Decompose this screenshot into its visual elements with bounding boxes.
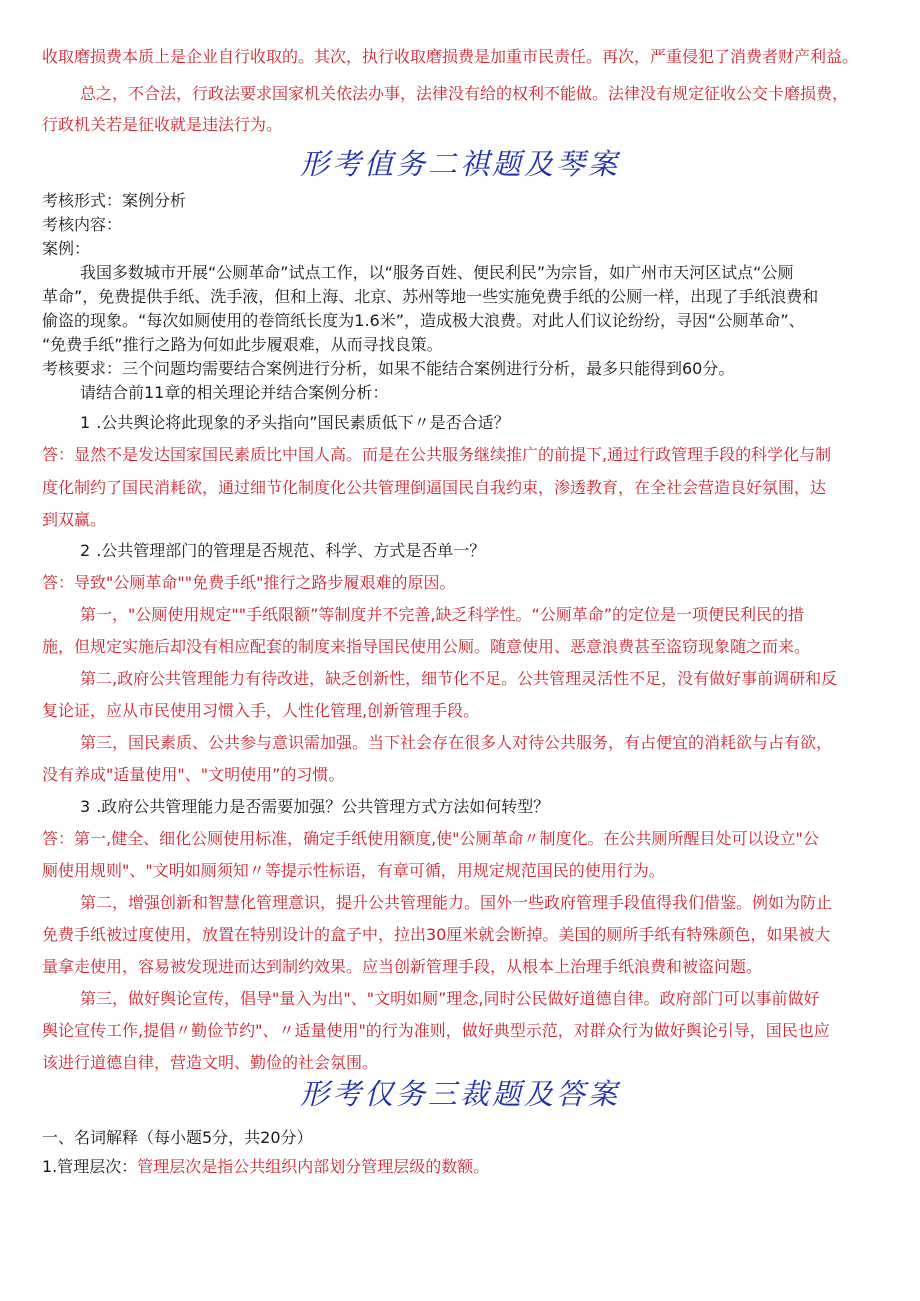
top-paragraph-line-2: 总之，不合法，行政法要求国家机关依法办事，法律没有给的权利不能做。法律没有规定征收公交卡磨损费， bbox=[80, 84, 849, 103]
question-1-text: .公共舆论将此现象的矛头指向”国民素质低下〃是否合适？ bbox=[96, 413, 510, 432]
question-2-number: 2 bbox=[80, 541, 97, 560]
answer-3-line-6: 第三，做好舆论宣传，倡导"量入为出"、"文明如厕”理念,同时公民做好道德自律。政府部门可以事前做好 bbox=[80, 989, 820, 1008]
question-3-number: 3 bbox=[80, 797, 97, 816]
answer-3-line-7: 舆论宣传工作,提倡〃勤俭节约"、〃适量使用"的行为准则，做好典型示范，对群众行为做好舆论引导，国民也应 bbox=[42, 1021, 830, 1040]
assessment-form: 考核形式：案例分析 bbox=[42, 191, 187, 210]
answer-2-line-1: 答：导致"公厕革命""免费手纸"推行之路步履艰难的原因。 bbox=[42, 573, 456, 592]
question-3 bbox=[80, 796, 880, 818]
answer-1-line-2: 度化制约了国民消耗欲，通过细节化制度化公共管理倒逼国民自我约束，渗透教育，在全社会营造良好氛围，达 bbox=[42, 478, 827, 497]
question-2 bbox=[80, 540, 880, 562]
task2-title: 形考值务二祺题及琴案 bbox=[299, 147, 620, 181]
answer-2-line-7: 没有养成"适量使用"、"文明使用”的习惯。 bbox=[42, 765, 345, 784]
question-1 bbox=[80, 412, 880, 434]
question-3-text: .政府公共管理能力是否需要加强？公共管理方式方法如何转型？ bbox=[96, 797, 550, 816]
question-1-number: 1 bbox=[80, 413, 97, 432]
answer-1-line-3: 到双赢。 bbox=[42, 510, 107, 529]
task3-title: 形考仅务三裁题及答案 bbox=[299, 1077, 620, 1111]
assessment-requirement: 考核要求：三个问题均需要结合案例进行分析，如果不能结合案例进行分析，最多只能得到60分。 bbox=[42, 359, 735, 378]
answer-2-line-2: 第一，"公厕使用规定""手纸限额”等制度并不完善,缺乏科学性。“公厕革命”的定位是一项便民利民的措 bbox=[80, 605, 805, 624]
assessment-content: 考核内容： bbox=[42, 215, 123, 234]
top-paragraph-line-1: 收取磨损费本质上是企业自行收取的。其次，执行收取磨损费是加重市民责任。再次，严重侵犯了消费者财产利益。 bbox=[42, 47, 859, 66]
case-line-2: 革命”，免费提供手纸、洗手液，但和上海、北京、苏州等地一些实施免费手纸的公厕一样，出现了手纸浪费和 bbox=[42, 287, 819, 306]
answer-3-line-1: 答：第一,健全、细化公厕使用标准，确定手纸使用额度,使"公厕革命〃制度化。在公共厕所醒目处可以设立"公 bbox=[42, 829, 819, 848]
answer-3-line-5: 量拿走使用，容易被发现进而达到制约效果。应当创新管理手段，从根本上治理手纸浪费和被盗问题。 bbox=[42, 957, 763, 976]
answer-3-line-4: 免费手纸被过度使用，放置在特别设计的盒子中，拉出30厘米就会断掉。美国的厕所手纸有特殊颜色，如果被大 bbox=[42, 925, 831, 944]
case-line-4: “免费手纸”推行之路为何如此步履艰难，从而寻找良策。 bbox=[42, 335, 443, 354]
answer-3-line-8: 该进行道德自律，营造文明、勤俭的社会氛围。 bbox=[42, 1053, 379, 1072]
answer-2-line-5: 复论证，应从市民使用习惯入手，人性化管理,创新管理手段。 bbox=[42, 701, 480, 720]
answer-2-line-3: 施，但规定实施后却没有相应配套的制度来指导国民使用公厕。随意使用、恶意浪费甚至盗窃现象随之而来。 bbox=[42, 637, 811, 656]
answer-2-line-6: 第三，国民素质、公共参与意识需加强。当下社会存在很多人对待公共服务，有占便宜的消耗欲与占有欲， bbox=[80, 733, 833, 752]
term-1 bbox=[42, 1156, 880, 1178]
case-line-1: 我国多数城市开展“公厕革命”试点工作，以“服务百姓、便民利民”为宗旨，如广州市天河区试点“公厕 bbox=[80, 263, 794, 282]
term-1-answer: 管理层次是指公共组织内部划分管理层级的数额。 bbox=[137, 1157, 490, 1176]
top-paragraph-line-3: 行政机关若是征收就是违法行为。 bbox=[42, 115, 283, 134]
case-line-3: 偷盗的现象。“每次如厕使用的卷筒纸长度为1.6米”，造成极大浪费。对此人们议论纷纷，寻因“公厕革命”、 bbox=[42, 311, 805, 330]
question-2-text: .公共管理部门的管理是否规范、科学、方式是否单一？ bbox=[96, 541, 486, 560]
case-label: 案例： bbox=[42, 239, 91, 258]
answer-1-line-1: 答：显然不是发达国家国民素质比中国人高。而是在公共服务继续推广的前提下,通过行政管理手段的科学化与制 bbox=[42, 445, 832, 464]
instruction: 请结合前11章的相关理论并结合案例分析： bbox=[80, 383, 389, 402]
section-heading: 一、名词解释（每小题5分，共20分） bbox=[42, 1128, 313, 1147]
answer-3-line-2: 厕使用规则"、"文明如厕须知〃等提示性标语，有章可循，用规定规范国民的使用行为。 bbox=[42, 861, 665, 880]
answer-2-line-4: 第二,政府公共管理能力有待改进，缺乏创新性，细节化不足。公共管理灵活性不足，没有做好事前调研和反 bbox=[80, 669, 838, 688]
term-1-label: 1.管理层次： bbox=[42, 1157, 138, 1176]
answer-3-line-3: 第二，增强创新和智慧化管理意识，提升公共管理能力。国外一些政府管理手段值得我们借鉴。例如为防止 bbox=[80, 893, 833, 912]
